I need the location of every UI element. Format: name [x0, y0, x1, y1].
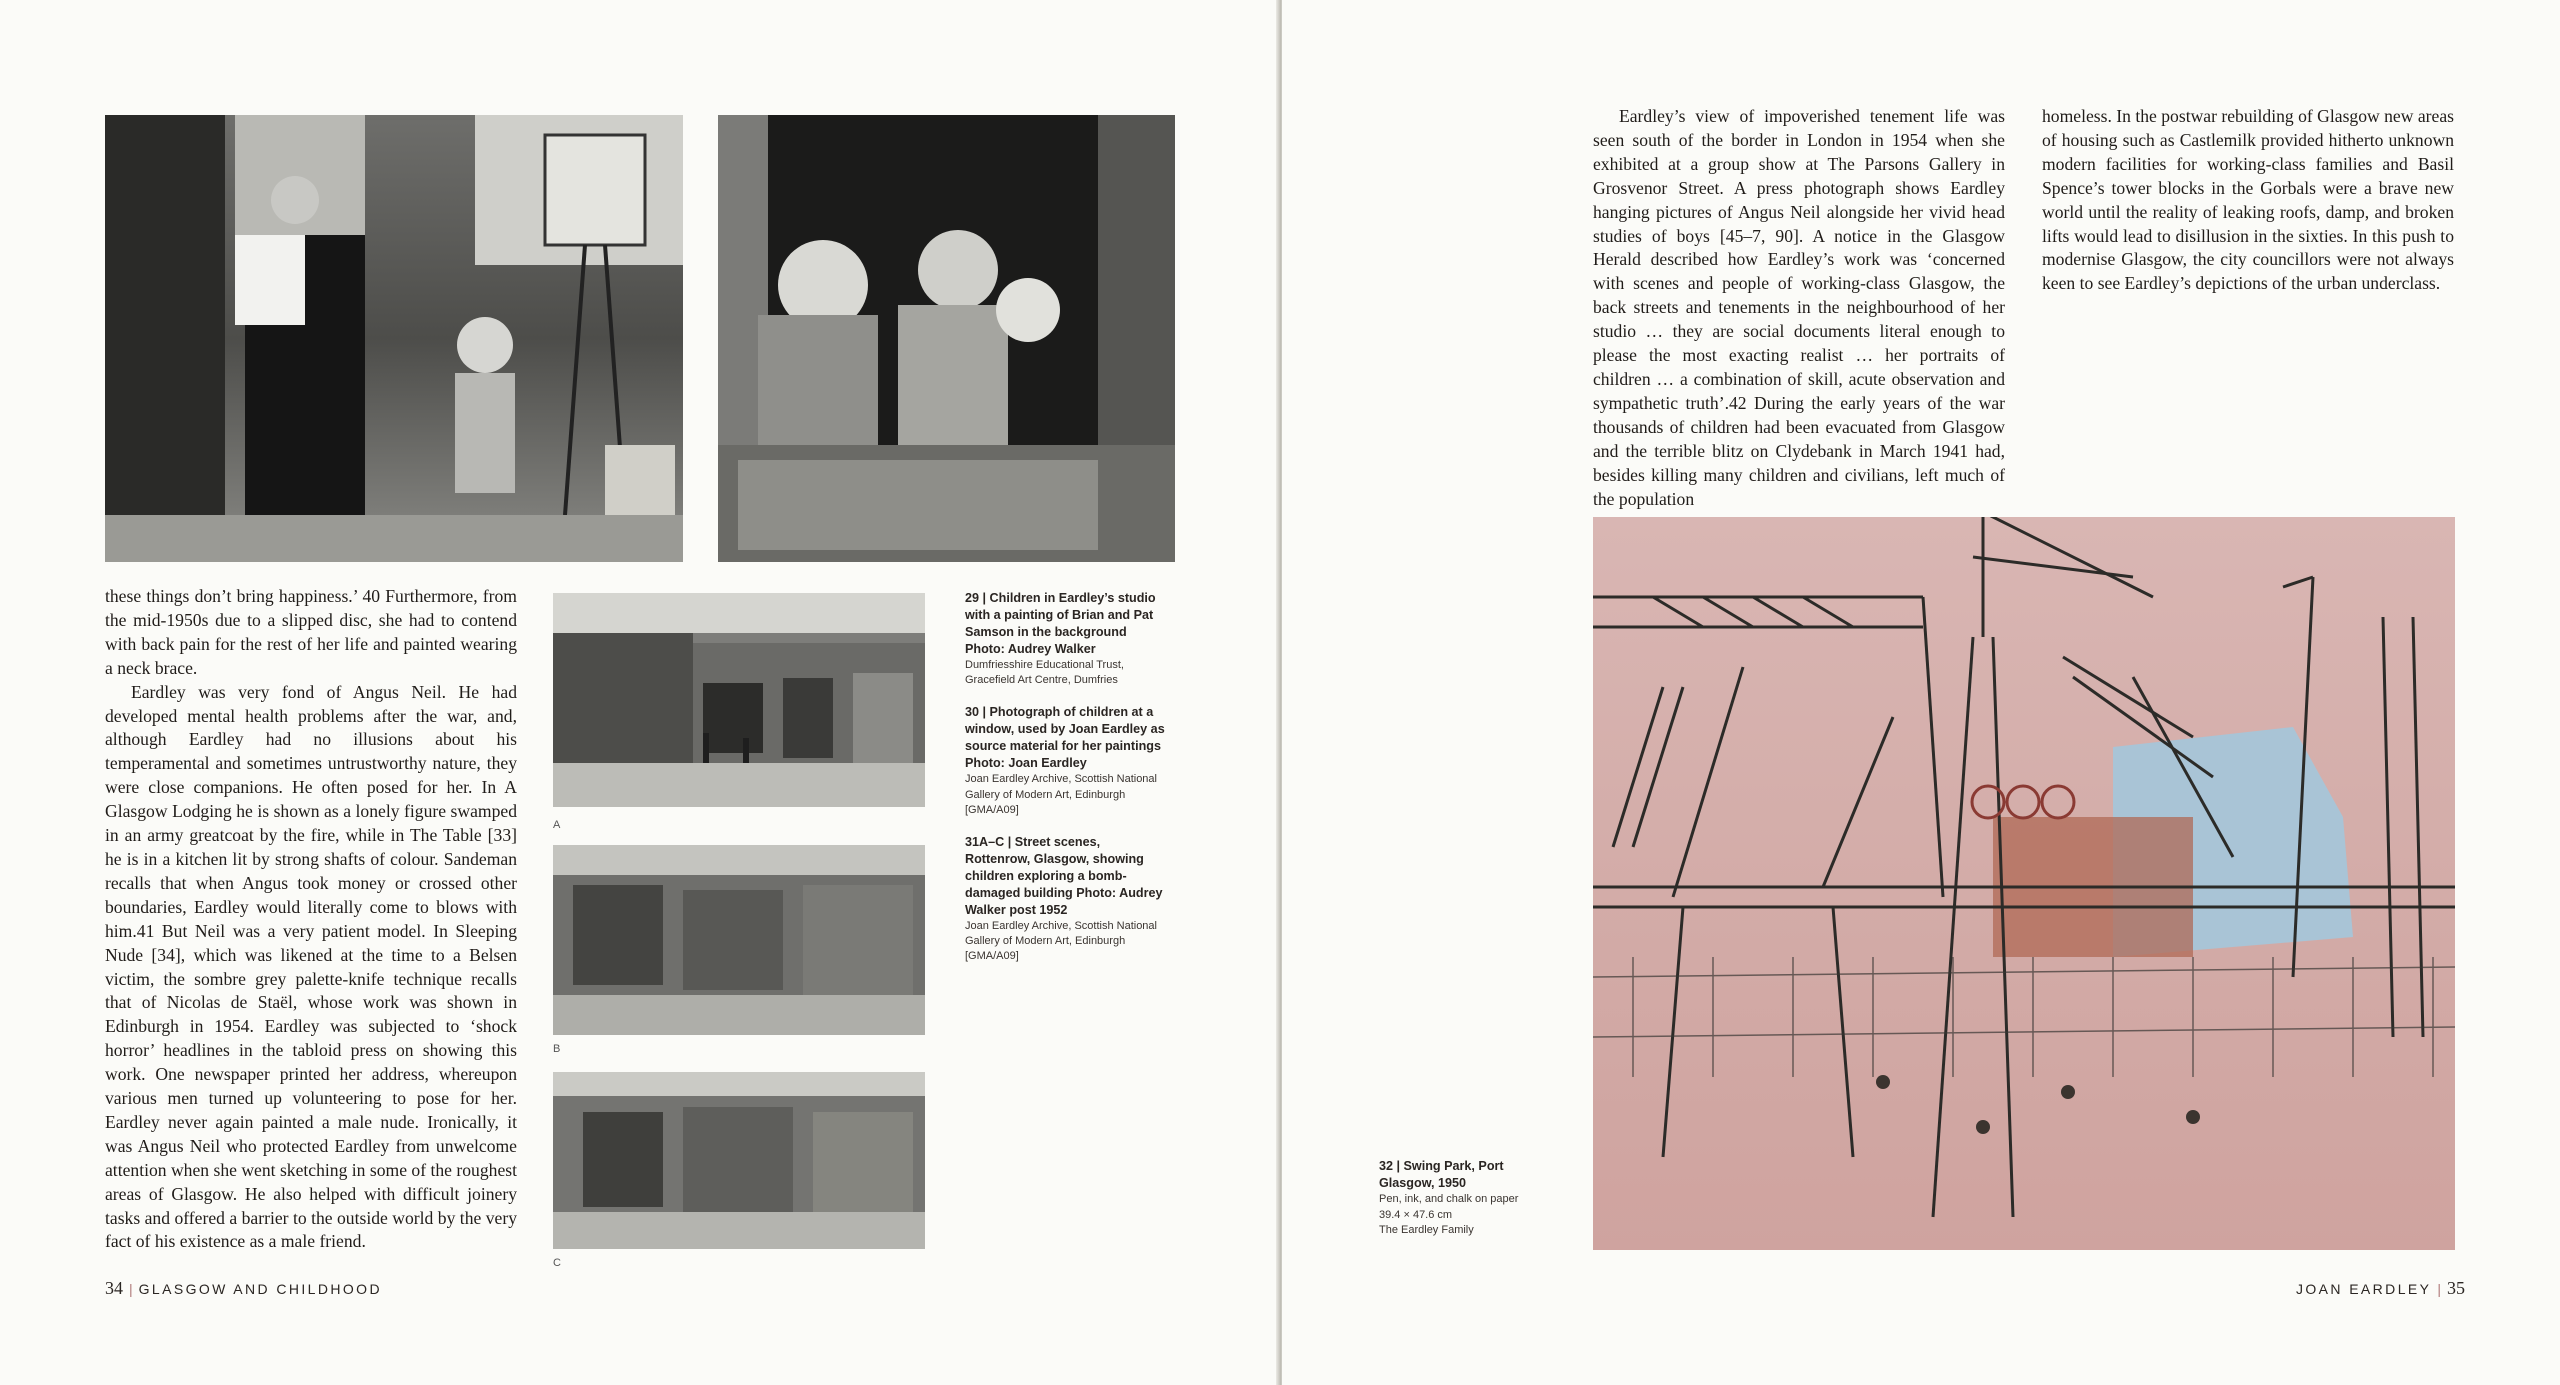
street-scene-photo-c	[553, 1072, 925, 1249]
running-head: JOAN EARDLEY	[2295, 1281, 2432, 1297]
right-folio: JOAN EARDLEY | 35	[2295, 1278, 2465, 1298]
page-number: 34	[105, 1278, 123, 1298]
caption-column	[965, 590, 1165, 981]
caption-heading: 31A–C | Street scenes, Rottenrow, Glasgow, showing children exploring a bomb-damaged building Photo: Audrey Walker post 1952	[965, 835, 1163, 918]
photo-letter-b: B	[553, 1043, 561, 1055]
studio-children-photo	[105, 115, 683, 562]
caption-heading: 30 | Photograph of children at a window, used by Joan Eardley as source material for her paintings Photo: Joan Eardley	[965, 705, 1165, 771]
paragraph: Eardley’s view of impoverished tenement life was seen south of the border in London in 1954 when she exhibited at a group show at The Parsons Gallery in Grosvenor Street. A press photograph shows Eardley hanging pictures of Angus Neil alongside her vivid head studies of boys [45–7, 90]. A notice in the Glasgow Herald described how Eardley’s work was ‘concerned with scenes and people of working-class Glasgow, the back streets and tenements in the neighbourhood of her studio … they are social documents literal enough to please the most exacting realist … her portraits of children … a combination of skill, acute observation and sympathetic truth’.42 During the early years of the war thousands of children had been evacuated from Glasgow and the terrible blitz on Clydebank in March 1941 had, besides killing many children and civilians, left much of the population	[1593, 106, 2005, 509]
running-head: GLASGOW AND CHILDHOOD	[138, 1281, 382, 1297]
caption-source: Joan Eardley Archive, Scottish National Gallery of Modern Art, Edinburgh [GMA/A09]	[965, 773, 1157, 816]
left-folio: 34 | GLASGOW AND CHILDHOOD	[105, 1278, 382, 1298]
page-number: 35	[2447, 1278, 2465, 1298]
caption-heading: 32 | Swing Park, Port Glasgow, 1950	[1379, 1159, 1504, 1190]
paragraph: Eardley was very fond of Angus Neil. He had developed mental health problems after the war, and, although Eardley had no illusions about his temperamental and sometimes untrustworthy nature, they were close companions. He often posed for her. In A Glasgow Lodging he is shown as a lonely figure swamped in an army greatcoat by the fire, while in The Table [33] he is in a kitchen lit by strong shafts of colour. Sandeman recalls that when Angus took money or crossed other boundaries, Eardley would literally come to blows with him.41 But Neil was a very patient model. In Sleeping Nude [34], which was likened at the time to a Belsen victim, the sombre grey palette-knife technique recalls that of Nicolas de Staël, whose work was shown in Edinburgh in 1954. Eardley was subjected to ‘shock horror’ headlines in the tabloid press on showing this work. One newspaper printed her address, whereupon various men turned up volunteering to pose for her. Eardley never again painted a male nude. Ironically, it was Angus Neil who protected Eardley from unwelcome attention when she went sketching in some of the roughest areas of Glasgow. He also helped with difficult joinery tasks and offered a barrier to the outside world by the very fact of his existence as a male friend.	[105, 681, 517, 1252]
right-page	[1282, 0, 2560, 1385]
caption-31	[965, 834, 1165, 965]
caption-heading: 29 | Children in Eardley’s studio with a painting of Brian and Pat Samson in the background Photo: Audrey Walker	[965, 591, 1156, 656]
photo-letter-a: A	[553, 819, 561, 831]
swing-park-painting	[1593, 517, 2455, 1250]
window-children-photo	[718, 115, 1175, 562]
caption-owner: The Eardley Family	[1379, 1224, 1474, 1236]
street-scene-photo-a	[553, 593, 925, 807]
street-scene-photo-b	[553, 845, 925, 1035]
right-body-column-2	[2042, 105, 2454, 296]
caption-medium: Pen, ink, and chalk on paper	[1379, 1193, 1519, 1205]
caption-30	[965, 704, 1165, 818]
left-body-text	[105, 585, 517, 1254]
caption-source: Joan Eardley Archive, Scottish National Gallery of Modern Art, Edinburgh [GMA/A09]	[965, 920, 1157, 963]
caption-29	[965, 590, 1165, 688]
paragraph: homeless. In the postwar rebuilding of Glasgow new areas of housing such as Castlemilk provided hitherto unknown modern facilities for working-class families and Basil Spence’s tower blocks in the Gorbals were a brave new world until the reality of leaking roofs, damp, and broken lifts would lead to disillusion in the sixties. In this push to modernise Glasgow, the city councillors were not always keen to see Eardley’s depictions of the urban underclass.	[2042, 106, 2454, 294]
plate-caption-32	[1379, 1158, 1559, 1239]
photo-letter-c: C	[553, 1257, 561, 1269]
caption-dimensions: 39.4 × 47.6 cm	[1379, 1208, 1453, 1221]
paragraph: these things don’t bring happiness.’ 40 Furthermore, from the mid-1950s due to a slipped disc, she had to contend with back pain for the rest of her life and painted wearing a neck brace.	[105, 586, 517, 678]
caption-source: Dumfriesshire Educational Trust, Gracefield Art Centre, Dumfries	[965, 659, 1124, 687]
right-body-column-1	[1593, 105, 2005, 511]
left-page	[0, 0, 1278, 1385]
